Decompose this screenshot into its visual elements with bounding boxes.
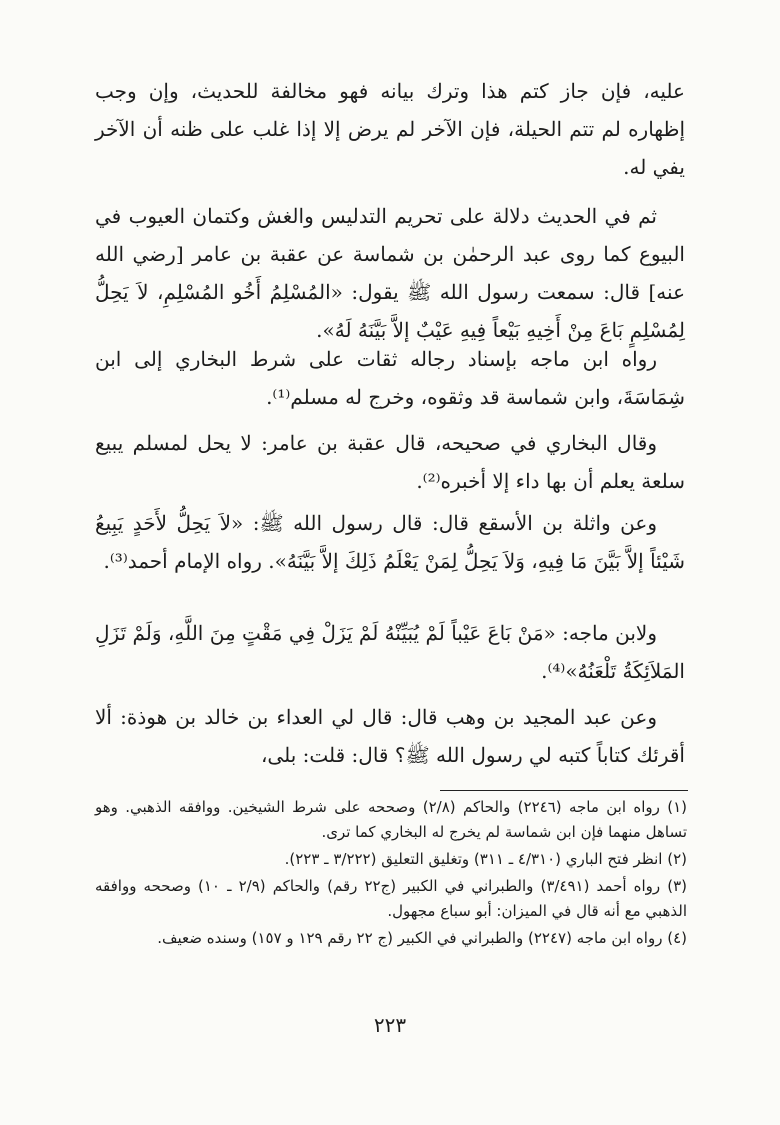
paragraph-6 — [95, 614, 685, 690]
body-paragraph: عليه، فإن جاز كتم هذا وترك بيانه فهو مخالفة للحديث، وإن وجب إظهاره لم تتم الحيلة، فإن الآخر لم يرض إلا إذا غلب على ظنه أن الآخر يفي له. — [95, 79, 685, 179]
paragraph-7 — [95, 698, 685, 774]
body-paragraph: ولابن ماجه: «مَنْ بَاعَ عَيْباً لَمْ يُبَيِّنْهُ لَمْ يَزَلْ فِي مَقْتٍ مِنَ اللَّهِ، وَلَمْ تَزَلِ المَلاَئِكَةُ تَلْعَنُهُ»⁽⁴⁾. — [95, 621, 685, 683]
paragraph-5 — [95, 504, 685, 580]
body-paragraph: وعن واثلة بن الأسقع قال: قال رسول الله ﷺ: «لاَ يَحِلُّ لأَحَدٍ يَبِيعُ شَيْئاً إلاَّ بَيَّنَ مَا فِيهِ، وَلاَ يَحِلُّ لِمَنْ يَعْلَمُ ذَلِكَ إلاَّ بَيَّنَهُ». رواه الإمام أحمد⁽³⁾. — [95, 511, 685, 573]
body-paragraph: وعن عبد المجيد بن وهب قال: قال لي العداء بن خالد بن هوذة: ألا أقرئك كتاباً كتبه لي رسول الله ﷺ؟ قال: قلت: بلى، — [95, 705, 685, 767]
footnote-4: (٤) رواه ابن ماجه (٢٢٤٧) والطبراني في الكبير (ج ٢٢ رقم ١٢٩ و ١٥٧) وسنده ضعيف. — [157, 929, 687, 947]
paragraph-4 — [95, 424, 685, 500]
body-paragraph: رواه ابن ماجه بإسناد رجاله ثقات على شرط البخاري إلى ابن شِمَاسَةَ، وابن شماسة قد وثقوه، وخرج له مسلم⁽¹⁾. — [95, 347, 685, 409]
footnote-2: (٢) انظر فتح الباري (٤/٣١٠ ـ ٣١١) وتغليق التعليق (٣/٢٢٢ ـ ٢٢٣). — [284, 850, 687, 868]
footnote-separator — [440, 790, 688, 791]
footnote-3: (٣) رواه أحمد (٣/٤٩١) والطبراني في الكبير (ج٢٢ رقم) والحاكم (٢/٩ ـ ١٠) وصححه ووافقه الذهبي مع أنه قال في الميزان: أبو سباع مجهول. — [95, 877, 687, 920]
page-number: ٢٢٣ — [373, 1013, 407, 1037]
paragraph-2 — [95, 197, 685, 349]
footnote-1: (١) رواه ابن ماجه (٢٢٤٦) والحاكم (٢/٨) وصححه على شرط الشيخين. ووافقه الذهبي. وهو تساهل منهما فإن ابن شماسة لم يخرج له البخاري كما ترى. — [95, 798, 687, 841]
paragraph-3 — [95, 340, 685, 416]
body-paragraph: ثم في الحديث دلالة على تحريم التدليس والغش وكتمان العيوب في البيوع كما روى عبد الرحمٰن بن شماسة عن عقبة بن عامر [رضي الله عنه] قال: سمعت رسول الله ﷺ يقول: «المُسْلِمُ أَخُو المُسْلِمِ، لاَ يَحِلُّ لِمُسْلِمٍ بَاعَ مِنْ أَخِيهِ بَيْعاً فِيهِ عَيْبٌ إلاَّ بَيَّنَهُ لَهُ». — [95, 204, 685, 342]
footnotes — [95, 795, 687, 953]
paragraph-1 — [95, 72, 685, 186]
body-paragraph: وقال البخاري في صحيحه، قال عقبة بن عامر: لا يحل لمسلم يبيع سلعة يعلم أن بها داء إلا أخبره⁽²⁾. — [95, 431, 685, 493]
